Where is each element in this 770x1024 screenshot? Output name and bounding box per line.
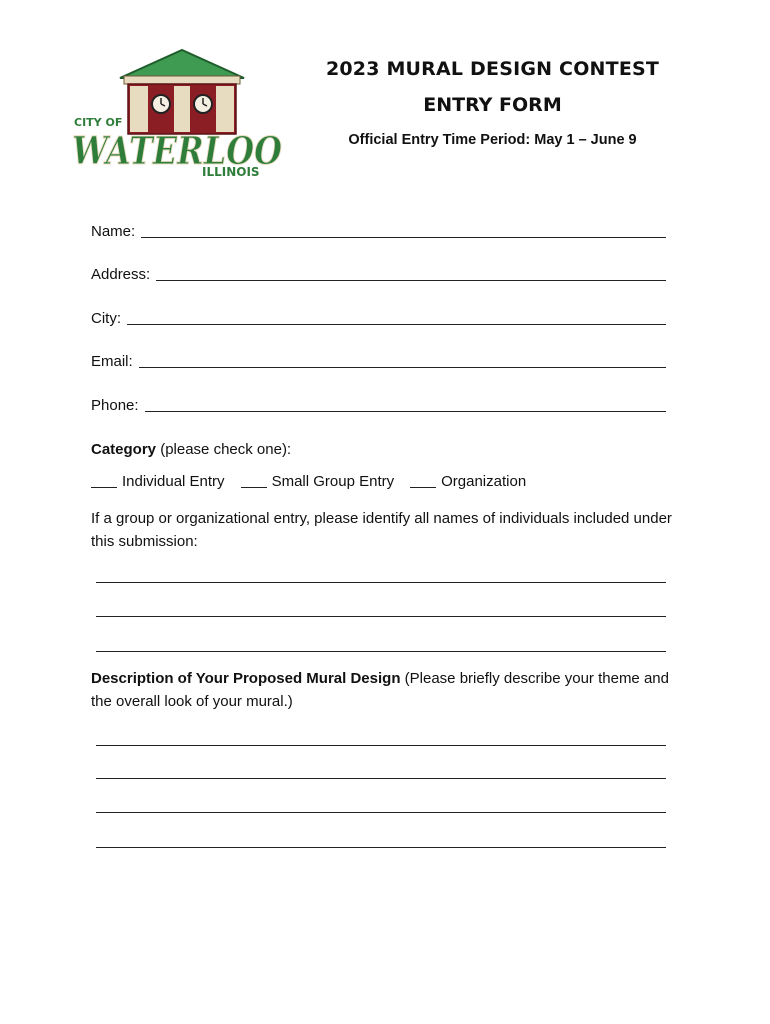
option-small-group-label: Small Group Entry — [271, 473, 395, 490]
address-input-line[interactable] — [156, 266, 666, 281]
description-line-1[interactable] — [96, 745, 666, 746]
group-prompt: If a group or organizational entry, please identify all names of individuals included under this submission: — [91, 510, 672, 550]
page-subtitle: ENTRY FORM — [423, 94, 562, 116]
description-line-4[interactable] — [96, 847, 666, 848]
option-individual-label: Individual Entry — [122, 473, 225, 490]
option-organization[interactable] — [410, 473, 526, 490]
phone-input-line[interactable] — [145, 397, 666, 412]
description-heading — [91, 667, 681, 713]
option-organization-blank[interactable] — [410, 473, 436, 488]
city-input-line[interactable] — [127, 310, 666, 325]
name-field — [91, 223, 666, 240]
entry-period: Official Entry Time Period: May 1 – June 9 — [348, 132, 637, 148]
group-names-line-3[interactable] — [96, 651, 666, 652]
category-heading — [91, 438, 681, 461]
city-of-waterloo-logo — [70, 46, 285, 181]
page-title: 2023 MURAL DESIGN CONTEST — [325, 58, 660, 80]
email-label: Email: — [91, 353, 133, 370]
group-names-line-1[interactable] — [96, 582, 666, 583]
logo-state: ILLINOIS — [202, 165, 260, 179]
city-label: City: — [91, 310, 121, 327]
logo-city-of: CITY OF — [74, 116, 123, 129]
phone-field — [91, 397, 666, 414]
category-hint: (please check one): — [156, 441, 292, 458]
phone-label: Phone: — [91, 397, 139, 414]
description-label: Description of Your Proposed Mural Design — [91, 670, 401, 687]
city-field — [91, 310, 666, 327]
description-line-3[interactable] — [96, 812, 666, 813]
address-label: Address: — [91, 266, 151, 283]
address-field — [91, 266, 666, 283]
name-input-line[interactable] — [141, 223, 666, 238]
category-options — [91, 473, 542, 490]
name-label: Name: — [91, 223, 136, 240]
option-small-group-blank[interactable] — [241, 473, 267, 488]
description-hint: (Please briefly describe your theme and the overall look of your mural.) — [91, 670, 669, 710]
option-organization-label: Organization — [441, 473, 527, 490]
logo-name: WATERLOO — [72, 128, 282, 173]
description-line-2[interactable] — [96, 778, 666, 779]
email-field — [91, 353, 666, 370]
group-names-line-2[interactable] — [96, 616, 666, 617]
option-small-group[interactable] — [241, 473, 395, 490]
email-input-line[interactable] — [139, 353, 666, 368]
form-header — [300, 58, 685, 148]
option-individual[interactable] — [91, 473, 225, 490]
option-individual-blank[interactable] — [91, 473, 117, 488]
category-label: Category — [91, 441, 157, 458]
